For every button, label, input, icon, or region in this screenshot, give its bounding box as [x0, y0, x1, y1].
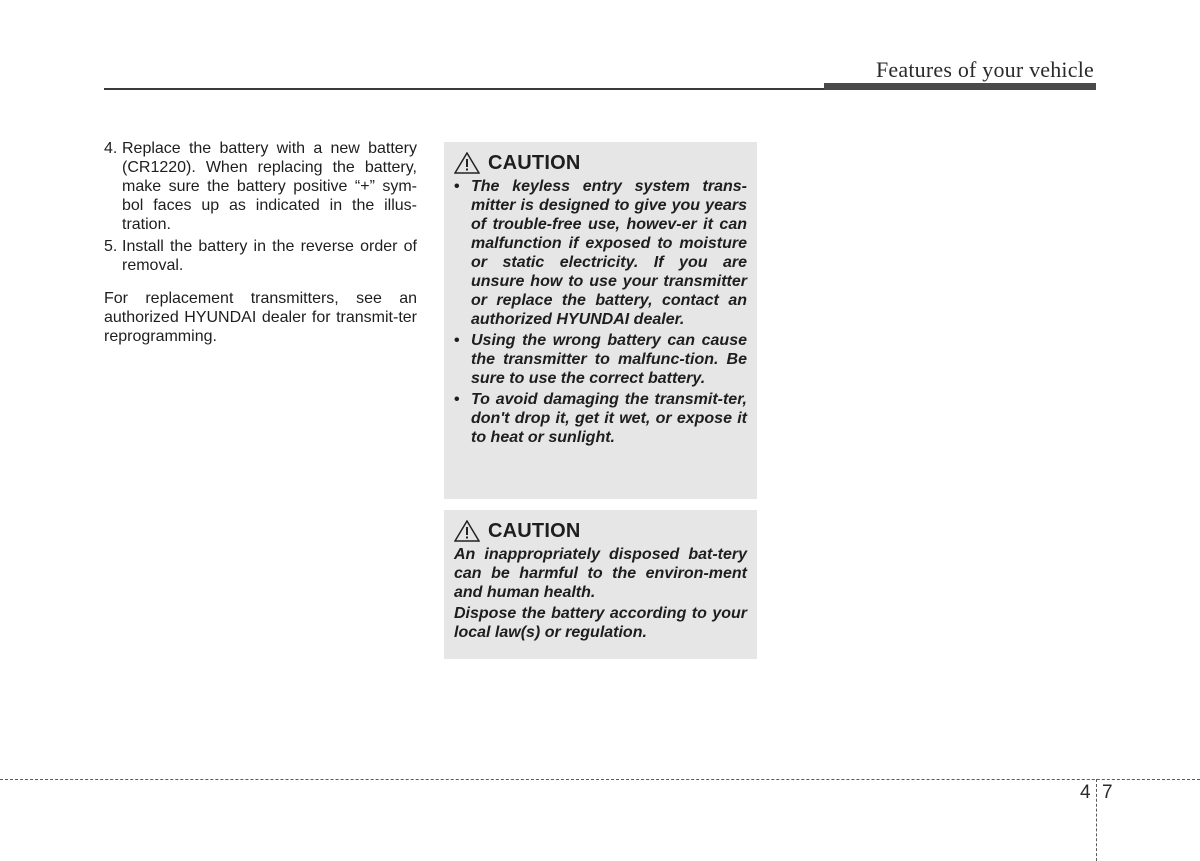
instructions-column [104, 139, 417, 346]
steps-list [104, 139, 417, 275]
caution-item [454, 390, 747, 447]
step-item [104, 139, 417, 234]
chapter-number: 4 [1080, 782, 1091, 803]
page-header-title: Features of your vehicle [875, 57, 1094, 82]
caution-item-text: Using the wrong battery can cause the transmitter to malfunc-tion. Be sure to use the correct battery. [471, 332, 747, 387]
warning-triangle-icon [454, 520, 480, 542]
page-number: 7 [1102, 782, 1113, 803]
replacement-note: For replacement transmitters, see an authorized HYUNDAI dealer for transmit-ter reprogramming. [104, 290, 417, 345]
caution-item [454, 331, 747, 388]
step-number: 4. [104, 140, 118, 157]
caution-title: CAUTION [488, 519, 581, 542]
header-bar [824, 83, 1096, 90]
caution-box-disposal [444, 510, 757, 659]
caution-header [454, 520, 747, 542]
caution-item [454, 177, 747, 329]
step-number: 5. [104, 238, 118, 255]
bullet: • [454, 391, 460, 408]
warning-triangle-icon [454, 152, 480, 174]
footer-dashed-line [0, 779, 1200, 780]
caution-title: CAUTION [488, 151, 581, 174]
footer-divider [1096, 779, 1097, 861]
caution-list [454, 177, 747, 447]
step-text: Install the battery in the reverse order of removal. [122, 238, 417, 274]
step-item [104, 237, 417, 275]
caution-item-text: To avoid damaging the transmit-ter, don't drop it, get it wet, or expose it to heat or sunlight. [471, 391, 747, 446]
caution-item-text: The keyless entry system trans-mitter is designed to give you years of trouble-free use, howev-er it can malfunction if exposed to moisture or static electricity. If you are unsure how to use your transmitter or replace the battery, contact an authorized HYUNDAI dealer. [471, 178, 747, 328]
caution-paragraph: An inappropriately disposed bat-tery can be harmful to the environ-ment and human health. [454, 546, 747, 601]
caution-paragraph: Dispose the battery according to your local law(s) or regulation. [454, 605, 747, 641]
step-text: Replace the battery with a new battery (CR1220). When replacing the battery, make sure the battery positive “+” sym-bol faces up as indicated in the illus-tration. [122, 140, 417, 233]
caution-box-transmitter [444, 142, 757, 499]
bullet: • [454, 332, 460, 349]
header-rule [104, 88, 824, 90]
bullet: • [454, 178, 460, 195]
caution-header [454, 152, 747, 174]
